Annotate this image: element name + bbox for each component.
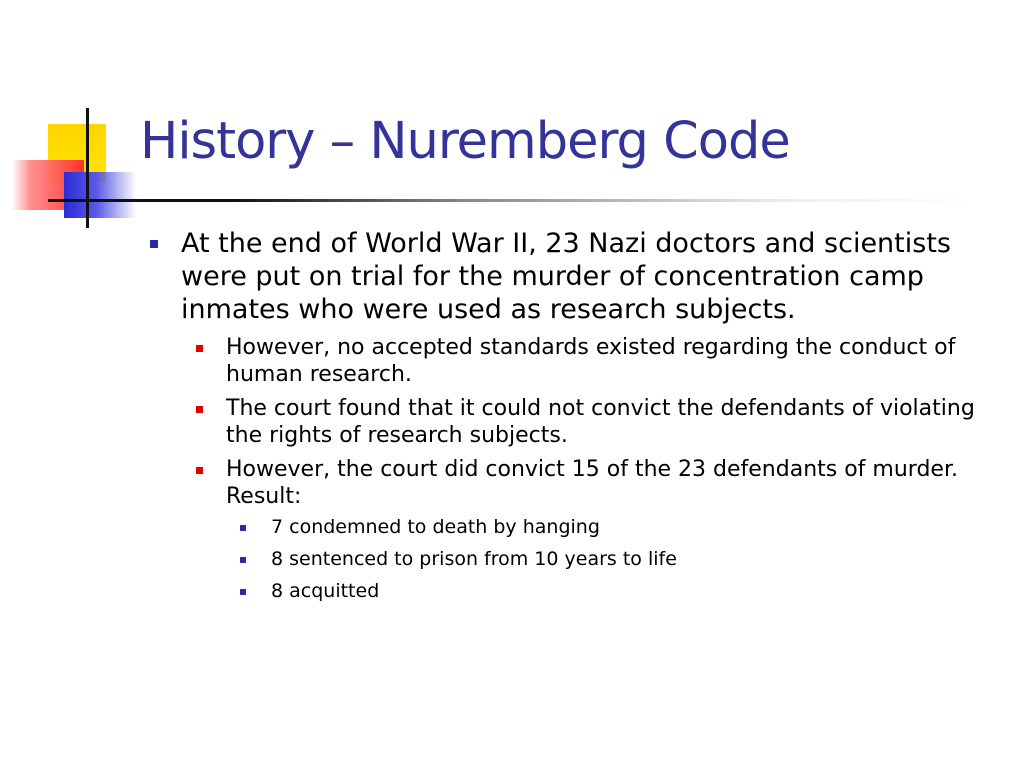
logo-vertical-line bbox=[86, 108, 89, 228]
square-bullet-icon bbox=[240, 525, 246, 531]
sub-sub-bullet-item bbox=[238, 547, 988, 571]
square-bullet-icon bbox=[240, 557, 246, 563]
sub-bullet-text: However, the court did convict 15 of the 23 defendants of murder. Result: bbox=[226, 457, 958, 509]
slide-logo-icon bbox=[0, 100, 150, 240]
square-bullet-icon bbox=[240, 589, 246, 595]
sub-sub-bullet-text: 8 acquitted bbox=[271, 580, 380, 602]
bullet-text: At the end of World War II, 23 Nazi doctors and scientists were put on trial for the murder of concentration camp inmates who were used as research subjects. bbox=[181, 228, 951, 325]
slide-body bbox=[148, 227, 988, 611]
sub-sub-bullet-item bbox=[238, 579, 988, 603]
square-bullet-icon bbox=[196, 406, 203, 413]
sub-sub-bullet-item bbox=[238, 515, 988, 539]
sub-bullet-item bbox=[194, 456, 988, 603]
bullet-item bbox=[148, 227, 988, 603]
bullet-list-level-1 bbox=[148, 227, 988, 603]
sub-bullet-text: The court found that it could not convict the defendants of violating the rights of research subjects. bbox=[226, 396, 975, 448]
sub-bullet-item bbox=[194, 395, 988, 449]
blue-square-shape bbox=[64, 172, 136, 218]
square-bullet-icon bbox=[196, 467, 203, 474]
slide-title: History – Nuremberg Code bbox=[140, 112, 790, 171]
title-divider bbox=[48, 199, 978, 202]
square-bullet-icon bbox=[150, 240, 158, 248]
bullet-list-level-3 bbox=[238, 515, 988, 603]
bullet-list-level-2 bbox=[194, 334, 988, 603]
sub-bullet-text: However, no accepted standards existed regarding the conduct of human research. bbox=[226, 335, 956, 387]
sub-bullet-item bbox=[194, 334, 988, 388]
sub-sub-bullet-text: 8 sentenced to prison from 10 years to life bbox=[271, 548, 677, 570]
sub-sub-bullet-text: 7 condemned to death by hanging bbox=[271, 516, 600, 538]
square-bullet-icon bbox=[196, 345, 203, 352]
